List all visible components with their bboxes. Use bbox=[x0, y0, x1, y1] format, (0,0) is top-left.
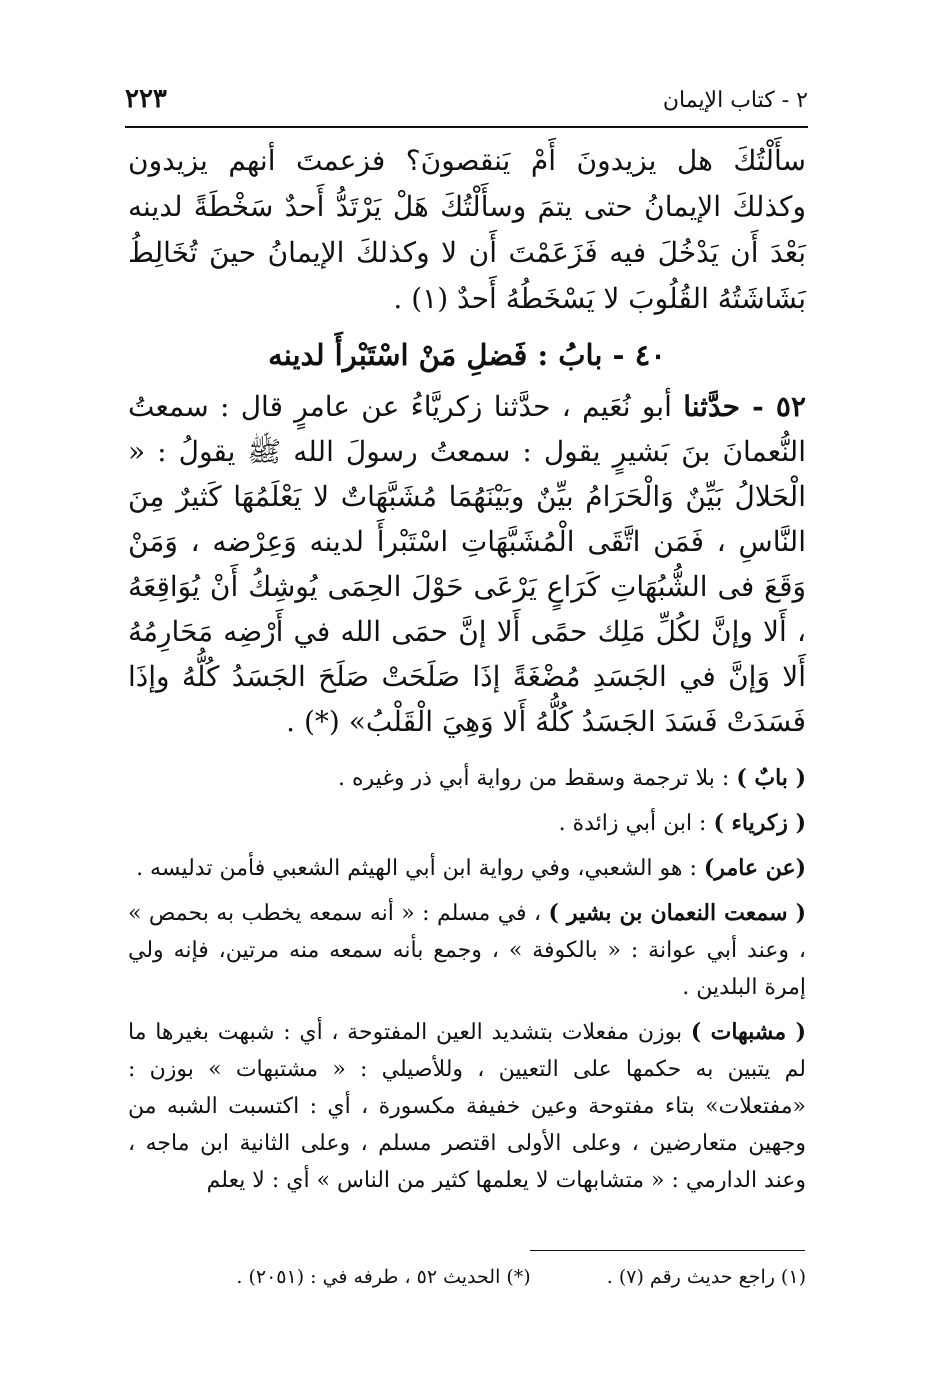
commentary-item bbox=[128, 850, 806, 887]
commentary bbox=[128, 760, 806, 1199]
commentary-term: ( زكرياء ) bbox=[713, 810, 806, 836]
running-title: ٢ - كتاب الإيمان bbox=[662, 88, 808, 113]
commentary-term: ( بابٌ ) bbox=[736, 765, 806, 791]
commentary-term: ( سمعت النعمان بن بشير ) bbox=[548, 900, 806, 926]
page-number: ٢٢٣ bbox=[125, 84, 167, 114]
commentary-text: : ابن أبي زائدة . bbox=[558, 811, 714, 836]
commentary-item bbox=[128, 895, 806, 1006]
hadith-paragraph bbox=[128, 384, 806, 744]
commentary-text: بوزن مفعلات بتشديد العين المفتوحة ، أي : شبهت بغيرها ما لم يتبين به حكمها على التعيين ، وللأصيلي : « مشتبهات » بوزن : «مفتعلات» بتاء مفتوحة وعين خفيفة مكسورة ، أي : اكتسبت الشبه من وجهين متعارضين ، وعلى الأولى اقتصر مسلم ، وعلى الثانية ابن ماجه ، وعند الدارمي : « متشابهات لا يعلمها كثير من الناس » أي : لا يعلم bbox=[128, 1020, 806, 1193]
commentary-item bbox=[128, 805, 806, 842]
commentary-item bbox=[128, 1014, 806, 1199]
commentary-text: ، في مسلم : « أنه سمعه يخطب به بحمص » ، وعند أبي عوانة : « بالكوفة » ، وجمع بأنه سمعه منه مرتين، فإنه ولي إمرة البلدين . bbox=[128, 901, 806, 1000]
main-paragraph: سأَلْتُكَ هل يزيدونَ أَمْ يَنقصونَ؟ فزعمتَ أنهم يزيدون وكذلكَ الإيمانُ حتى يتمَ وسأَلْتُكَ هَلْ يَرْتَدُّ أَحدٌ سَخْطَةً لدينه بَعْدَ أَن يَدْخُلَ فيه فَزَعَمْتَ أَن لا وكذلكَ الإيمانُ حينَ تُخَالِطُ بَشَاشَتُهُ القُلُوبَ لا يَسْخَطُهُ أَحدٌ (١) . bbox=[128, 144, 806, 315]
footnote-rule bbox=[530, 1250, 805, 1251]
hadith-number: ٥٢ - حدَّثنا bbox=[683, 390, 806, 423]
page-header bbox=[125, 84, 808, 124]
footnote-1: (١) راجع حديث رقم (٧) . bbox=[606, 1266, 806, 1288]
commentary-text: : بلا ترجمة وسقط من رواية أبي ذر وغيره . bbox=[338, 766, 737, 791]
hadith-block bbox=[128, 384, 806, 744]
chapter-heading: ٤٠ - بابُ : فَضلِ مَنْ اسْتَبْرأَ لدينه bbox=[268, 338, 666, 372]
commentary-text: : هو الشعبي، وفي رواية ابن أبي الهيثم الشعبي فأمن تدليسه . bbox=[136, 856, 704, 881]
footnotes bbox=[160, 1262, 806, 1292]
page-body bbox=[128, 138, 806, 1207]
commentary-term: ( مشبهات ) bbox=[690, 1019, 806, 1045]
header-rule bbox=[125, 126, 808, 128]
commentary-term: (عن عامر) bbox=[703, 855, 806, 881]
main-text bbox=[128, 138, 806, 322]
commentary-item bbox=[128, 760, 806, 797]
hadith-text: أبو نُعَيم ، حدَّثنا زكريَّاءُ عن عامرٍ قال : سمعتُ النُّعمانَ بنَ بَشيرٍ يقول : سمعتُ رسولَ الله ﷺ يقولُ : « الْحَلالُ بَيِّنٌ وَالْحَرَامُ بيِّنٌ وبَيْنَهُمَا مُشَبَّهَاتٌ لا يَعْلَمُهَا كَثيرٌ مِنَ النَّاسِ ، فَمَن اتَّقَى الْمُشَبَّهَاتِ اسْتَبْرأَ لدينه وَعِرْضه ، وَمَنْ وَقَعَ فى الشُّبُهَاتِ كَرَاعٍ يَرْعَى حَوْلَ الحِمَى يُوشِكُ أَنْ يُوَاقِعَهُ ، أَلا وإنَّ لكُلِّ مَلِك حمًى أَلا إنَّ حمَى الله في أَرْضِه مَحَارِمُهُ أَلا وَإنَّ في الجَسَدِ مُضْغَةً إذَا صَلَحَتْ صَلَحَ الجَسَدُ كُلُّهُ وإذَا فَسَدَتْ فَسَدَ الجَسَدُ كُلُّهُ أَلا وَهِيَ الْقَلْبُ» (*) . bbox=[128, 390, 806, 738]
footnote-2: (*) الحديث ٥٢ ، طرفه في : (٢٠٥١) . bbox=[236, 1266, 531, 1288]
